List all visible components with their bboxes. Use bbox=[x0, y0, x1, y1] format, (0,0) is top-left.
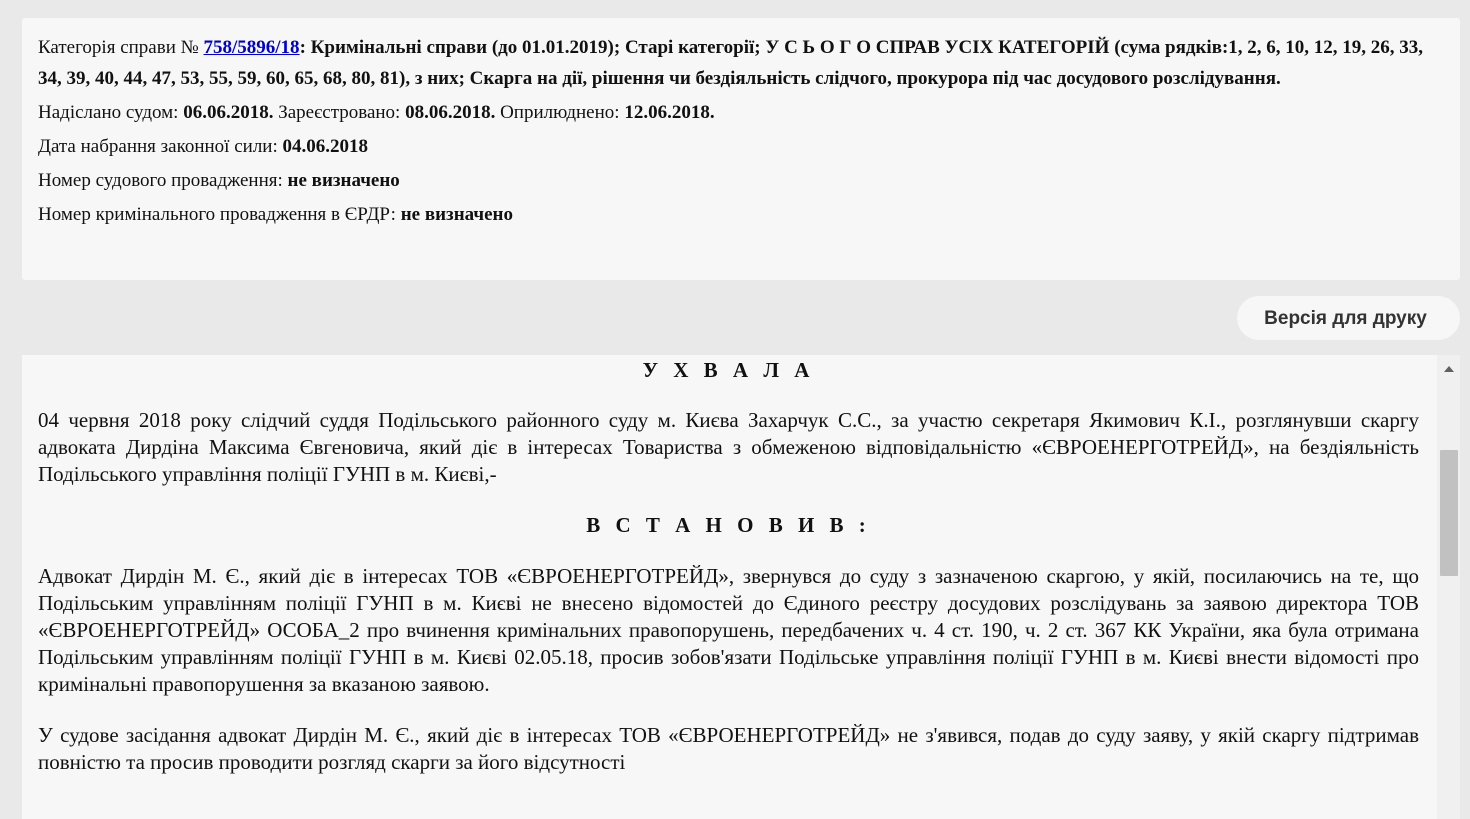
erdr-label: Номер кримінального провадження в ЄРДР: bbox=[38, 204, 396, 225]
sent-date: 06.06.2018. bbox=[183, 102, 274, 123]
established-heading: В С Т А Н О В И В : bbox=[586, 513, 871, 537]
case-info-card bbox=[22, 18, 1460, 280]
effective-date-row bbox=[38, 131, 1444, 162]
case-dates bbox=[38, 97, 1444, 128]
case-category bbox=[38, 33, 1444, 94]
document-panel[interactable] bbox=[22, 355, 1460, 819]
erdr-row bbox=[38, 199, 1444, 230]
case-number-link[interactable]: 758/5896/18 bbox=[203, 37, 300, 58]
scroll-thumb[interactable] bbox=[1440, 450, 1458, 576]
published-date: 12.06.2018. bbox=[624, 102, 715, 123]
court-proc-label: Номер судового провадження: bbox=[38, 170, 283, 191]
category-text: : Кримінальні справи (до 01.01.2019); Старі категорії; У С Ь О Г О СПРАВ УСІХ КАТЕГОРІЙ (сума рядків:1, 2, 6, 10, 12, 19, 26, 33, 34, 39, 40, 44, 47, 53, 55, 59, 60, 65, 68, 80, 81), з них; Скарга на дії, рішення чи бездіяльність слідчого, прокурора під час досудового розслідування. bbox=[38, 37, 1424, 89]
complaint-paragraph: Адвокат Дирдін М. Є., який діє в інтересах ТОВ «ЄВРОЕНЕРГОТРЕЙД», звернувся до суду з зазначеною скаргою, у якій, посилаючись на те, що Подільським управлінням поліції ГУНП в м. Києві не внесено відомостей до Єдиного реєстру досудових розслідувань за заявою директора ТОВ «ЄВРОЕНЕРГОТРЕЙД» ОСОБА_2 про вчинення кримінальних правопорушень, передбачених ч. 4 ст. 190, ч. 2 ст. 367 КК України, яка була отримана Подільським управлінням поліції ГУНП в м. Києві 02.05.18, просив зобов'язати Подільське управління поліції ГУНП в м. Києві внести відомості про кримінальні правопорушення за вказаною заявою. bbox=[38, 564, 1419, 696]
ruling-heading: У Х В А Л А bbox=[642, 358, 815, 382]
registered-date: 08.06.2018. bbox=[405, 102, 496, 123]
document-scrollbar[interactable] bbox=[1437, 355, 1460, 819]
sent-label: Надіслано судом: bbox=[38, 102, 179, 123]
court-proceeding-row bbox=[38, 165, 1444, 196]
chevron-up-icon[interactable] bbox=[1437, 361, 1460, 377]
ruling-intro-paragraph: 04 червня 2018 року слідчий суддя Подільського районного суду м. Києва Захарчук С.С., за участю секретаря Якимович К.І., розглянувши скаргу адвоката Дирдіна Максима Євгеновича, який діє в інтересах Товариства з обмеженою відповідальністю «ЄВРОЕНЕРГОТРЕЙД», на бездіяльність Подільського управління поліції ГУНП в м. Києві,- bbox=[38, 408, 1419, 486]
registered-label: Зареєстровано: bbox=[278, 102, 401, 123]
effective-label: Дата набрання законної сили: bbox=[38, 136, 278, 157]
published-label: Оприлюднено: bbox=[500, 102, 620, 123]
category-label: Категорія справи № bbox=[38, 37, 199, 58]
document-text bbox=[38, 355, 1419, 776]
erdr-value: не визначено bbox=[400, 204, 513, 225]
hearing-paragraph: У судове засідання адвокат Дирдін М. Є., який діє в інтересах ТОВ «ЄВРОЕНЕРГОТРЕЙД» не з'явився, подав до суду заяву, у якій скаргу підтримав повністю та просив проводити розгляд скарги за його відсутності bbox=[38, 723, 1419, 774]
print-version-button[interactable]: Версія для друку bbox=[1237, 296, 1460, 340]
court-proc-value: не визначено bbox=[287, 170, 400, 191]
effective-date: 04.06.2018 bbox=[282, 136, 368, 157]
